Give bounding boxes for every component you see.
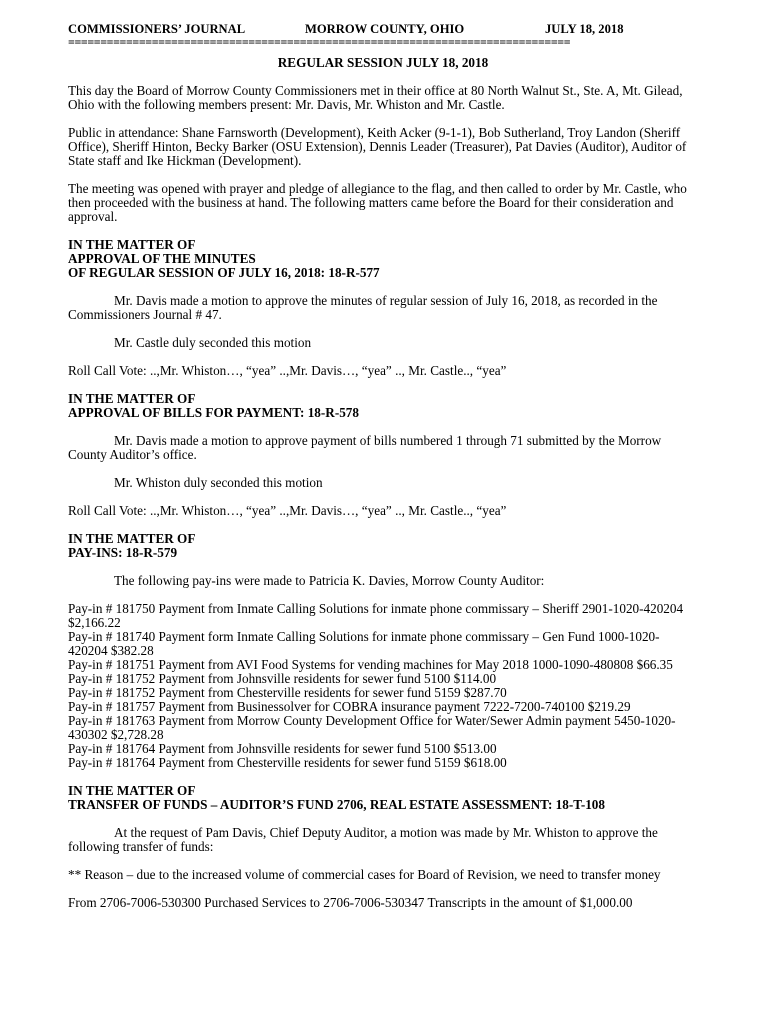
payin-list	[68, 602, 698, 770]
motion-text: Mr. Davis made a motion to approve the minutes of regular session of July 16, 2018, as recorded in the Commissioners Journal # 47.	[68, 293, 658, 322]
intro-paragraph: This day the Board of Morrow County Commissioners met in their office at 80 North Walnut St., Ste. A, Mt. Gilead, Ohio with the following members present: Mr. Davis, Mr. Whiston and Mr. Castle.	[68, 83, 683, 112]
section-transfer	[68, 784, 698, 910]
second-text: Mr. Castle duly seconded this motion	[114, 335, 312, 350]
transfer-reason: ** Reason – due to the increased volume of commercial cases for Board of Revision, we need to transfer money	[68, 867, 661, 882]
motion-text: Mr. Davis made a motion to approve payment of bills numbered 1 through 71 submitted by the Morrow County Auditor’s office.	[68, 433, 662, 462]
second-text: Mr. Whiston duly seconded this motion	[114, 475, 323, 490]
journal-date: JULY 18, 2018	[545, 22, 624, 36]
attendance-paragraph: Public in attendance: Shane Farnsworth (Development), Keith Acker (9-1-1), Bob Sutherland, Troy Landon (Sheriff Office), Sheriff Hinton, Becky Barker (OSU Extension), Dennis Leader (Treasurer), Pat Davies (Auditor), Auditor of State staff and Ike Hickman (Development).	[68, 125, 687, 168]
section-heading: PAY-INS: 18-R-579	[68, 545, 178, 560]
roll-call-vote: Roll Call Vote: ..,Mr. Whiston…, “yea” ..,Mr. Davis…, “yea” .., Mr. Castle.., “yea”	[68, 363, 507, 378]
roll-call-vote: Roll Call Vote: ..,Mr. Whiston…, “yea” ..,Mr. Davis…, “yea” .., Mr. Castle.., “yea”	[68, 503, 507, 518]
payin-item: Pay-in # 181752 Payment from Johnsville residents for sewer fund 5100 $114.00	[68, 671, 497, 686]
payin-item: Pay-in # 181740 Payment form Inmate Calling Solutions for inmate phone commissary – Gen Fund 1000-1020-420204 $382.28	[68, 629, 660, 658]
section-heading: IN THE MATTER OF	[68, 531, 196, 546]
payin-item: Pay-in # 181763 Payment from Morrow County Development Office for Water/Sewer Admin payment 5450-1020-430302 $2,728.28	[68, 713, 676, 742]
section-payins	[68, 532, 698, 770]
payin-item: Pay-in # 181750 Payment from Inmate Calling Solutions for inmate phone commissary – Sheriff 2901-1020-420204 $2,166.22	[68, 601, 684, 630]
opening-paragraph: The meeting was opened with prayer and pledge of allegiance to the flag, and then called to order by Mr. Castle, who then proceeded with the business at hand. The following matters came before the Board for their consideration and approval.	[68, 181, 687, 224]
section-heading: IN THE MATTER OF	[68, 783, 196, 798]
payin-item: Pay-in # 181757 Payment from Businessolver for COBRA insurance payment 7222-7200-740100 $219.29	[68, 699, 631, 714]
section-heading: TRANSFER OF FUNDS – AUDITOR’S FUND 2706, REAL ESTATE ASSESSMENT: 18-T-108	[68, 797, 605, 812]
section-heading: OF REGULAR SESSION OF JULY 16, 2018: 18-R-577	[68, 265, 380, 280]
county-name: MORROW COUNTY, OHIO	[305, 22, 465, 36]
payin-item: Pay-in # 181764 Payment from Johnsville residents for sewer fund 5100 $513.00	[68, 741, 497, 756]
transfer-detail: From 2706-7006-530300 Purchased Services to 2706-7006-530347 Transcripts in the amount of $1,000.00	[68, 895, 633, 910]
section-heading: APPROVAL OF BILLS FOR PAYMENT: 18-R-578	[68, 405, 359, 420]
section-heading: IN THE MATTER OF	[68, 391, 196, 406]
payin-item: Pay-in # 181752 Payment from Chesterville residents for sewer fund 5159 $287.70	[68, 685, 507, 700]
section-heading: APPROVAL OF THE MINUTES	[68, 251, 256, 266]
journal-page	[68, 20, 698, 910]
section-heading: IN THE MATTER OF	[68, 237, 196, 252]
section-minutes	[68, 238, 698, 378]
page-header	[68, 20, 698, 38]
section-bills	[68, 392, 698, 518]
session-title: REGULAR SESSION JULY 18, 2018	[277, 55, 489, 70]
payin-item: Pay-in # 181764 Payment from Chesterville residents for sewer fund 5159 $618.00	[68, 755, 507, 770]
payin-item: Pay-in # 181751 Payment from AVI Food Systems for vending machines for May 2018 1000-1090-480808 $66.35	[68, 657, 673, 672]
payins-intro: The following pay-ins were made to Patricia K. Davies, Morrow County Auditor:	[114, 573, 545, 588]
journal-name: COMMISSIONERS’ JOURNAL	[68, 22, 246, 36]
motion-text: At the request of Pam Davis, Chief Deputy Auditor, a motion was made by Mr. Whiston to approve the following transfer of funds:	[68, 825, 658, 854]
header-rule: ==============================================================================	[68, 38, 571, 46]
